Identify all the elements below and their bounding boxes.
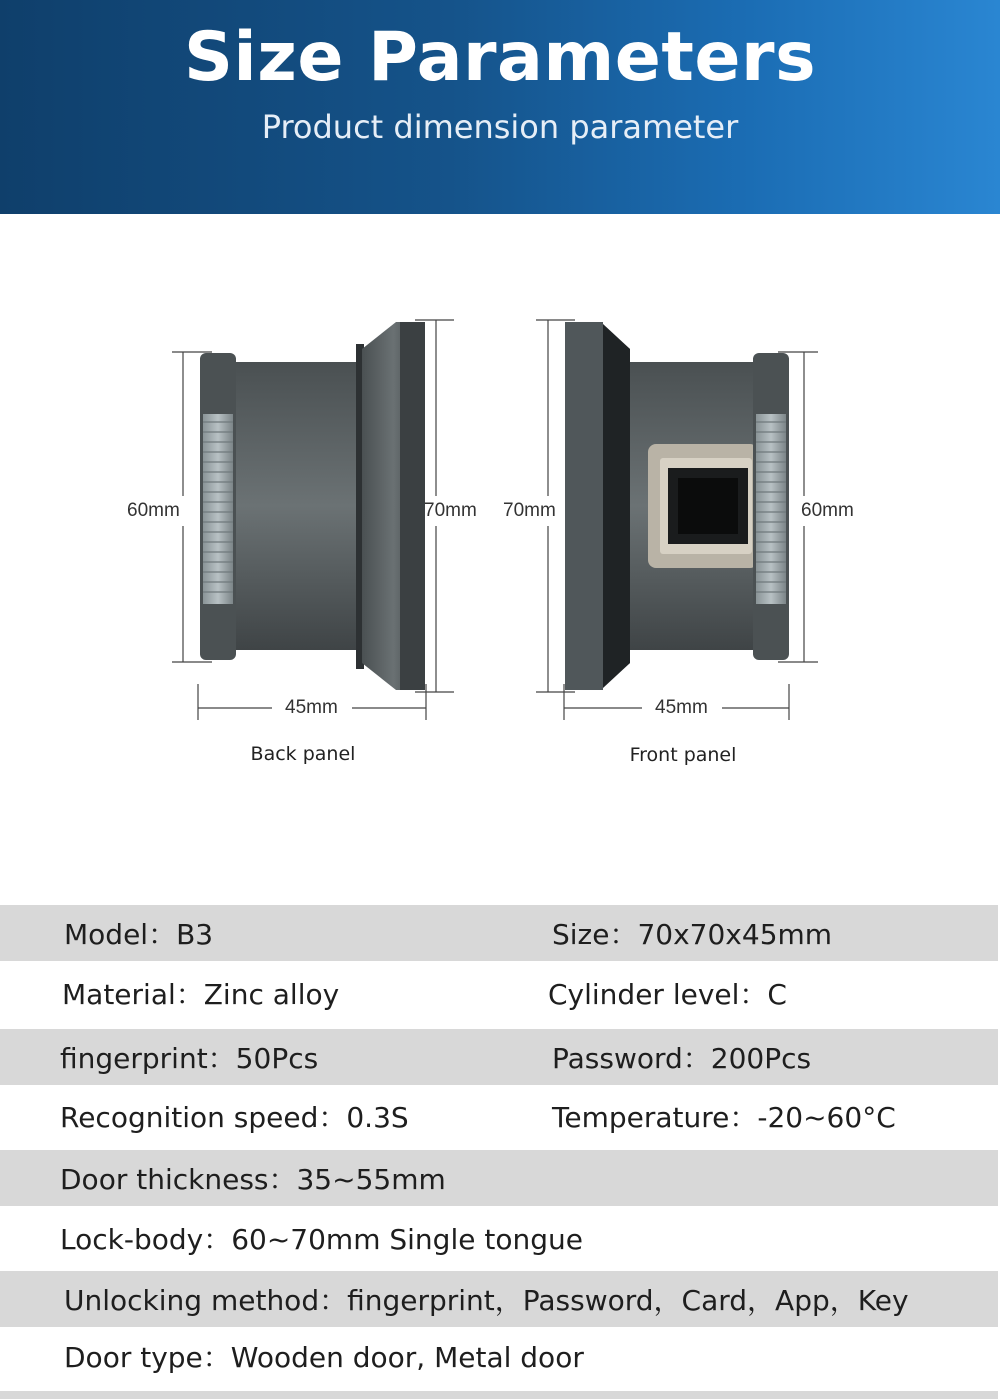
page-title: Size Parameters (183, 18, 817, 97)
spec-door-type: Door type：Wooden door, Metal door (64, 1341, 584, 1374)
dimension-diagram (0, 214, 1000, 904)
spec-row (0, 1271, 998, 1327)
back-depth-label: 45mm (285, 697, 338, 718)
spec-row (0, 1210, 998, 1266)
spec-cylinder-level: Cylinder level：C (548, 978, 787, 1011)
spec-recognition-speed: Recognition speed：0.3S (60, 1101, 409, 1134)
back-plate-edge (400, 322, 425, 690)
front-height-large-label: 70mm (503, 500, 556, 521)
spec-temperature: Temperature：-20~60°C (552, 1101, 896, 1134)
spec-unlocking-method: Unlocking method：fingerprint，Password，Card，App，Key (64, 1284, 909, 1317)
spec-size: Size：70x70x45mm (552, 918, 833, 951)
front-depth-label: 45mm (655, 697, 708, 718)
spec-row (0, 1150, 998, 1206)
spec-password: Password：200Pcs (552, 1042, 812, 1075)
back-height-small-label: 60mm (127, 500, 180, 521)
spec-fingerprint: fingerprint：50Pcs (60, 1042, 319, 1075)
header-banner (0, 0, 1000, 214)
spec-material: Material：Zinc alloy (62, 978, 340, 1011)
back-panel-drawing (200, 322, 425, 690)
front-plate-bevel (603, 324, 630, 688)
spec-row (0, 1029, 998, 1085)
back-body (236, 362, 360, 650)
spec-row (0, 965, 998, 1021)
lock-drawing (0, 214, 1000, 904)
spec-row (0, 1328, 998, 1384)
bottom-stripe (0, 1391, 998, 1399)
spec-row (0, 1088, 998, 1144)
front-plate-face (565, 322, 603, 690)
page-subtitle: Product dimension parameter (261, 108, 739, 146)
spec-model: Model：B3 (64, 918, 214, 951)
spec-door-thickness: Door thickness：35~55mm (60, 1163, 446, 1196)
back-height-large-label: 70mm (424, 500, 477, 521)
fingerprint-window (678, 478, 738, 534)
front-panel-drawing (565, 322, 789, 690)
front-panel-caption: Front panel (629, 744, 737, 766)
spec-lock-body: Lock-body：60~70mm Single tongue (60, 1223, 583, 1256)
front-height-small-label: 60mm (801, 500, 854, 521)
back-panel-caption: Back panel (250, 743, 356, 765)
spec-row (0, 905, 998, 961)
